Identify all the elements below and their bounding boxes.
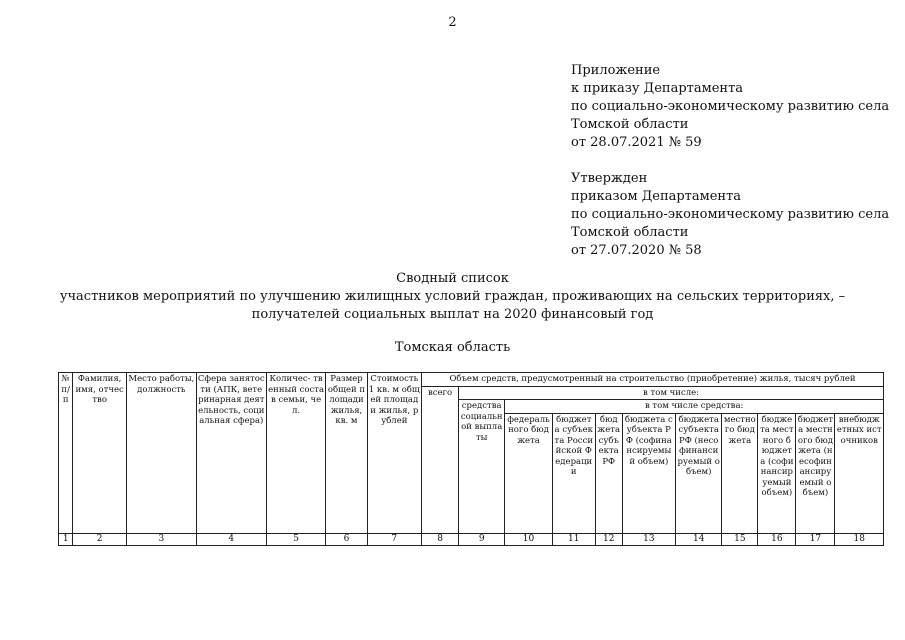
header-price: Стоимость 1 кв. м общей площади жилья, рублей <box>367 373 422 534</box>
title-line-3: получателей социальных выплат на 2020 финансовый год <box>251 307 654 322</box>
column-number: 16 <box>758 533 796 545</box>
column-number: 8 <box>422 533 459 545</box>
column-number: 2 <box>73 533 126 545</box>
column-number: 10 <box>505 533 552 545</box>
header-social: средства социальной выплаты <box>459 400 505 534</box>
column-number: 17 <box>796 533 835 545</box>
approved-line: по социально-экономическому развитию села <box>571 207 890 222</box>
column-number: 12 <box>595 533 622 545</box>
column-number: 11 <box>552 533 595 545</box>
column-number: 7 <box>367 533 422 545</box>
column-number: 6 <box>326 533 367 545</box>
region-heading: Томская область <box>394 340 511 355</box>
document-title <box>0 270 905 324</box>
column-number: 9 <box>459 533 505 545</box>
appendix-line: Томской области <box>571 117 689 132</box>
header-federal: федерального бюджета <box>505 413 552 533</box>
header-fio: Фамилия, имя, отчество <box>73 373 126 534</box>
approved-line: Утвержден <box>571 171 648 186</box>
appendix-line: от 28.07.2021 № 59 <box>571 135 702 150</box>
header-family: Количес- твенный состав семьи, чел. <box>266 373 326 534</box>
column-number: 14 <box>676 533 722 545</box>
header-rf-subject-budget: бюджета субъекта Российской Федерации <box>552 413 595 533</box>
header-area: Размер общей площади жилья, кв. м <box>326 373 367 534</box>
header-extrabudget: внебюджетных источников <box>835 413 884 533</box>
column-number: 15 <box>722 533 758 545</box>
title-line-2: участников мероприятий по улучшению жилищных условий граждан, проживающих на сельских территориях, – <box>59 289 846 304</box>
column-number: 13 <box>622 533 675 545</box>
header-sphere: Сфера занятости (АПК, ветеринарная деятельность, социальная сфера) <box>196 373 266 534</box>
header-local-noncofin: бюджета местного бюджета (несофинансируемый объем) <box>796 413 835 533</box>
title-line-1: Сводный список <box>396 271 509 286</box>
appendix-line: Приложение <box>571 63 661 78</box>
header-subject-rf-cofin: бюджета субъекта РФ (софинансируемый объем) <box>622 413 675 533</box>
header-incl-funds: в том числе средства: <box>505 400 884 414</box>
column-number: 5 <box>266 533 326 545</box>
appendix-line: по социально-экономическому развитию села <box>571 99 890 114</box>
column-number: 3 <box>126 533 196 545</box>
header-volume: Объем средств, предусмотренный на строительство (приобретение) жилья, тысяч рублей <box>422 373 884 387</box>
header-num: № п/ п <box>59 373 73 534</box>
page-number: 2 <box>448 15 457 30</box>
appendix-line: к приказу Департамента <box>571 81 744 96</box>
approved-line: приказом Департамента <box>571 189 742 204</box>
column-number: 18 <box>835 533 884 545</box>
approved-line: Томской области <box>571 225 689 240</box>
approved-block <box>571 170 889 260</box>
appendix-block <box>571 62 889 152</box>
header-incl: в том числе: <box>459 386 884 400</box>
header-subject-rf-budget: бюджета субъекта РФ <box>595 413 622 533</box>
approved-line: от 27.07.2020 № 58 <box>571 243 702 258</box>
header-workplace: Место работы, должность <box>126 373 196 534</box>
header-total: всего <box>422 386 459 533</box>
header-subject-rf-noncofin: бюджета субъекта РФ (несофинансируемый объем) <box>676 413 722 533</box>
column-number: 4 <box>196 533 266 545</box>
header-local: местного бюджета <box>722 413 758 533</box>
participants-table <box>58 372 884 546</box>
column-number: 1 <box>59 533 73 545</box>
header-local-cofin: бюджета местного бюджета (софинансируемый объем) <box>758 413 796 533</box>
